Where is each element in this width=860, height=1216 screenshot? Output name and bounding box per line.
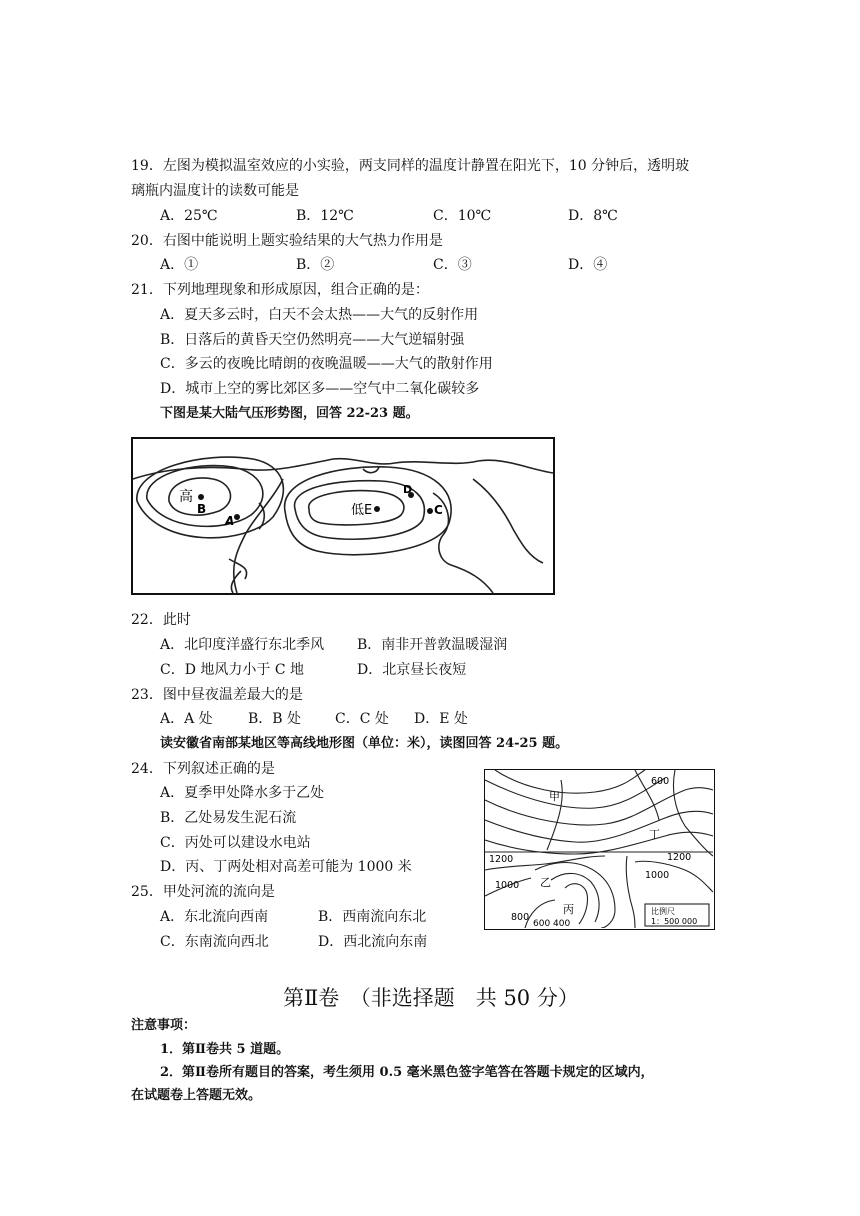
q23-stem: 23．图中昼夜温差最大的是 (131, 687, 303, 703)
q19-option-b: B．12℃ (296, 208, 354, 224)
label-600-top: 600 (651, 776, 670, 787)
label-yi: 乙 (540, 876, 551, 889)
q21-stem: 21．下列地理现象和形成原因，组合正确的是： (131, 282, 429, 298)
label-low: 低E (351, 503, 373, 518)
q24-option-b: B．乙处易发生泥石流 (160, 810, 297, 826)
notice-heading: 注意事项： (131, 1018, 197, 1033)
label-high: 高 (179, 489, 193, 505)
q22-stem: 22．此时 (131, 612, 191, 628)
contour-mid (485, 832, 713, 854)
label-1200-right: 1200 (667, 852, 692, 863)
q19-stem-line2: 璃瓶内温度计的读数可能是 (131, 183, 299, 199)
scale-value: 1：500 000 (651, 917, 698, 926)
q25-option-d: D．西北流向东南 (318, 934, 428, 950)
label-1000-left: 1000 (495, 880, 520, 891)
contour-top-2 (485, 788, 713, 825)
q20-option-b: B．② (296, 257, 335, 273)
island-japan (229, 559, 247, 579)
q21-option-c: C．多云的夜晚比晴朗的夜晚温暖——大气的散射作用 (160, 356, 493, 372)
contour-top-3 (485, 811, 713, 842)
label-ding: 丁 (649, 828, 660, 841)
point-b (198, 494, 204, 500)
q24-stem: 24．下列叙述正确的是 (131, 761, 275, 777)
q25-option-b: B．西南流向东北 (318, 909, 427, 925)
q20-option-a: A．① (160, 257, 199, 273)
contour-top-0 (495, 770, 645, 793)
q25-option-c: C．东南流向西北 (160, 934, 269, 950)
intro-22-23: 下图是某大陆气压形势图，回答 22-23 题。 (160, 406, 419, 421)
coastline-east-asia (234, 479, 283, 593)
q21-option-d: D．城市上空的雾比郊区多——空气中二氧化碳较多 (160, 381, 480, 397)
point-a (234, 514, 240, 520)
q19-option-c: C．10℃ (433, 208, 492, 224)
q24-option-a: A．夏季甲处降水多于乙处 (160, 785, 325, 801)
q20-option-c: C．③ (433, 257, 472, 273)
q24-option-d: D．丙、丁两处相对高差可能为 1000 米 (160, 859, 412, 875)
contour-right-vert (626, 856, 635, 928)
q24-option-c: C．丙处可以建设水电站 (160, 835, 311, 851)
notice-item-1: 1．第Ⅱ卷共 5 道题。 (160, 1042, 290, 1057)
contour-map (484, 769, 715, 930)
label-1200-left: 1200 (489, 854, 514, 865)
label-600-400: 600 400 (533, 919, 571, 928)
scale-title: 比例尺 (651, 907, 675, 916)
pressure-map-drawing (133, 439, 553, 593)
isobar-high-middle (147, 466, 263, 527)
label-800: 800 (511, 912, 530, 923)
label-bing: 丙 (563, 903, 574, 916)
q22-option-b: B．南非开普敦温暖湿润 (357, 637, 508, 653)
sea-inlet (363, 467, 379, 473)
part2-title: 第Ⅱ卷 （非选择题 共 50 分） (283, 986, 579, 1010)
q22-option-a: A．北印度洋盛行东北季风 (160, 637, 325, 653)
q19-stem-line1: 19．左图为模拟温室效应的小实验，两支同样的温度计静置在阳光下，10 分钟后，透明玻 (131, 158, 690, 174)
pressure-map (131, 437, 555, 595)
label-b: B (197, 502, 207, 516)
label-1000-right: 1000 (645, 870, 670, 881)
label-c: C (434, 503, 443, 517)
q23-option-a: A．A 处 (160, 711, 213, 727)
notice-item-2-line1: 2．第Ⅱ卷所有题目的答案，考生须用 0.5 毫米黑色签字笔答在答题卡规定的区域内， (160, 1065, 654, 1080)
q20-stem: 20．右图中能说明上题实验结果的大气热力作用是 (131, 233, 443, 249)
label-a: A (225, 514, 235, 528)
q21-option-b: B．日落后的黄昏天空仍然明亮——大气逆辐射强 (160, 332, 465, 348)
q23-option-d: D．E 处 (414, 711, 468, 727)
q21-option-a: A．夏天多云时，白天不会太热——大气的反射作用 (160, 307, 479, 323)
q23-option-b: B．B 处 (248, 711, 302, 727)
q19-option-d: D．8℃ (568, 208, 618, 224)
q22-option-d: D．北京昼长夜短 (357, 662, 467, 678)
q23-option-c: C．C 处 (335, 711, 389, 727)
q22-option-c: C．D 地风力小于 C 地 (160, 662, 304, 678)
label-jia: 甲 (549, 790, 560, 803)
contour-valley-middle (551, 873, 599, 922)
point-c (427, 508, 433, 514)
contour-map-drawing (485, 770, 713, 928)
q25-stem: 25．甲处河流的流向是 (131, 884, 275, 900)
coastline-arabia (473, 479, 543, 563)
intro-24-25: 读安徽省南部某地区等高线地形图（单位：米），读图回答 24-25 题。 (160, 736, 569, 751)
point-e (374, 506, 380, 512)
label-d: D (403, 483, 413, 496)
q19-option-a: A．25℃ (160, 208, 218, 224)
notice-item-2-line2: 在试题卷上答题无效。 (131, 1088, 262, 1103)
q20-option-d: D．④ (568, 257, 608, 273)
q25-option-a: A．东北流向西南 (160, 909, 269, 925)
